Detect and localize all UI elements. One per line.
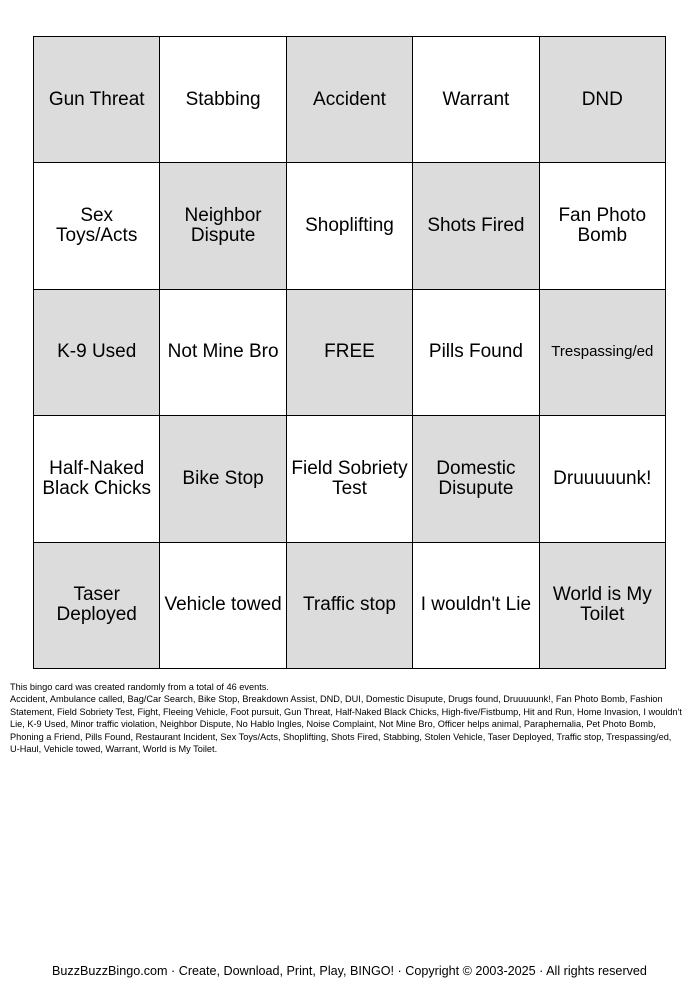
bingo-cell (540, 416, 666, 542)
page-footer: BuzzBuzzBingo.com · Create, Download, Print, Play, BINGO! · Copyright © 2003-2025 · All rights reserved (52, 964, 647, 978)
bingo-cell-label: Fan Photo Bomb (558, 205, 647, 247)
bingo-cell-label: Not Mine Bro (167, 341, 279, 363)
bingo-cell (160, 290, 286, 416)
bingo-cell-label: Accident (313, 88, 386, 110)
bingo-cell-label: I wouldn't Lie (420, 594, 532, 616)
bingo-cell (160, 37, 286, 163)
bingo-cell (287, 416, 413, 542)
bingo-cell (413, 163, 539, 289)
bingo-cell (413, 37, 539, 163)
bingo-cell-label: Stabbing (185, 88, 261, 110)
bingo-cell-label: Bike Stop (182, 467, 264, 489)
bingo-cell-label: DND (581, 88, 623, 110)
bingo-cell-label: Sex Toys/Acts (56, 205, 138, 247)
bingo-cell (34, 543, 160, 669)
bingo-cell-label: Druuuuunk! (553, 467, 652, 489)
bingo-cell (413, 543, 539, 669)
bingo-cell-label: Gun Threat (48, 88, 145, 110)
bingo-cell (540, 290, 666, 416)
bingo-cell (540, 37, 666, 163)
bingo-cell-label: Field Sobriety Test (291, 457, 408, 499)
bingo-board (33, 36, 666, 669)
bingo-cell (540, 543, 666, 669)
bingo-cell-label: Vehicle towed (164, 594, 282, 616)
bingo-cell (160, 163, 286, 289)
bingo-cell-label: Trespassing/ed (551, 343, 654, 361)
bingo-cell-label: Taser Deployed (56, 584, 137, 626)
bingo-cell (287, 37, 413, 163)
bingo-cell (34, 37, 160, 163)
card-summary: This bingo card was created randomly from a total of 46 events. (10, 682, 269, 692)
bingo-cell-label: World is My Toilet (552, 584, 652, 626)
bingo-cell (287, 290, 413, 416)
bingo-cell-label: Warrant (442, 88, 510, 110)
bingo-cell-label: Half-Naked Black Chicks (42, 457, 152, 499)
bingo-cell-label: Shoplifting (305, 215, 394, 237)
event-list: Accident, Ambulance called, Bag/Car Search, Bike Stop, Breakdown Assist, DND, DUI, Domestic Disupute, Drugs found, Druuuuunk!, Fan Photo Bomb, Fashion Statement, Field Sobriety Test, Fight, Fleeing Vehicle, Foot pursuit, Gun Threat, Half-Naked Black Chicks, High-five/Fistbump, Hit and Run, Home Invasion, I wouldn't Lie, K-9 Used, Minor traffic violation, Neighbor Dispute, No Hablo Ingles, Noise Complaint, Not Mine Bro, Officer helps animal, Paraphernalia, Pet Photo Bomb, Phoning a Friend, Pills Found, Restaurant Incident, Sex Toys/Acts, Shoplifting, Shots Fired, Stabbing, Stolen Vehicle, Taser Deployed, Traffic stop, Trespassing/ed, U-Haul, Vehicle towed, Warrant, World is My Toilet. (10, 694, 682, 755)
bingo-cell-label: FREE (324, 341, 375, 363)
bingo-cell (287, 163, 413, 289)
bingo-cell (160, 416, 286, 542)
bingo-cell-label: Shots Fired (427, 215, 525, 237)
bingo-cell-label: Traffic stop (303, 594, 396, 616)
bingo-cell-label: Domestic Disupute (436, 457, 516, 499)
bingo-cell (287, 543, 413, 669)
bingo-cell (160, 543, 286, 669)
bingo-cell (34, 290, 160, 416)
bingo-cell (413, 416, 539, 542)
bingo-cell-label: K-9 Used (57, 341, 137, 363)
bingo-cell (34, 163, 160, 289)
bingo-cell (413, 290, 539, 416)
bingo-cell-label: Pills Found (428, 341, 523, 363)
card-info (10, 681, 682, 755)
bingo-cell (540, 163, 666, 289)
bingo-cell-label: Neighbor Dispute (184, 205, 262, 247)
bingo-cell (34, 416, 160, 542)
